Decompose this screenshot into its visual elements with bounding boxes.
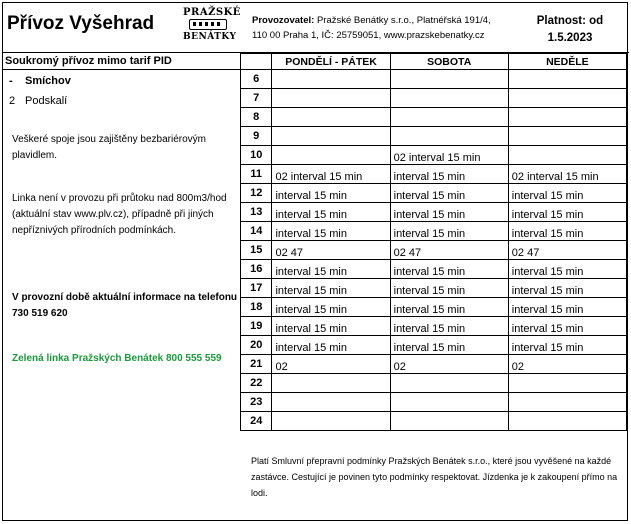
hour-cell: 15 [241,241,272,260]
hour-cell: 14 [241,222,272,241]
table-row [241,89,627,108]
saturday-cell: interval 15 min [390,165,508,184]
sunday-cell: interval 15 min [508,203,626,222]
saturday-cell: interval 15 min [390,336,508,355]
weekday-cell: 02 47 [272,241,390,260]
weekday-cell: interval 15 min [272,203,390,222]
saturday-cell: interval 15 min [390,317,508,336]
table-row [241,146,627,165]
saturday-cell [390,108,508,127]
sunday-cell [508,146,626,165]
table-row [241,298,627,317]
sunday-cell: interval 15 min [508,260,626,279]
weekday-cell: interval 15 min [272,222,390,241]
stop-item [9,75,71,87]
stop-name: Smíchov [25,75,71,87]
stop-name: Podskalí [25,95,68,107]
table-row [241,222,627,241]
table-row [241,412,627,431]
hour-cell: 9 [241,127,272,146]
hour-cell: 10 [241,146,272,165]
sunday-cell [508,70,626,89]
table-row [241,260,627,279]
sunday-cell [508,412,626,431]
logo-line1: PRAŽSKÉ [183,7,241,18]
saturday-cell [390,127,508,146]
validity-label: Platnost: od [536,15,604,27]
table-row [241,184,627,203]
operator-label: Provozovatel: [252,15,315,26]
weekday-cell [272,393,390,412]
saturday-cell: interval 15 min [390,298,508,317]
saturday-cell [390,89,508,108]
table-row [241,374,627,393]
weekday-cell: interval 15 min [272,317,390,336]
hour-cell: 16 [241,260,272,279]
weekday-cell [272,127,390,146]
hour-cell: 8 [241,108,272,127]
operator-info [252,13,522,43]
hour-cell: 6 [241,70,272,89]
saturday-cell: interval 15 min [390,203,508,222]
weekday-cell [272,374,390,393]
stop-number: 2 [9,95,16,107]
timetable-sheet [2,2,628,521]
column-header-weekday: PONDĚLÍ - PÁTEK [272,54,390,70]
sunday-cell: interval 15 min [508,222,626,241]
saturday-cell: interval 15 min [390,279,508,298]
info-panel [3,53,240,443]
saturday-cell: 02 interval 15 min [390,146,508,165]
weekday-cell [272,146,390,165]
weekday-cell [272,89,390,108]
weekday-cell [272,412,390,431]
hour-cell: 22 [241,374,272,393]
saturday-cell: interval 15 min [390,184,508,203]
saturday-cell [390,374,508,393]
accessibility-note: Veškeré spoje jsou zajištěny bezbariérovým plavidlem. [12,134,206,161]
table-header-row [241,54,627,70]
stop-number: - [9,75,13,87]
hour-cell: 12 [241,184,272,203]
saturday-cell: interval 15 min [390,260,508,279]
stop-item [9,95,67,107]
header [3,3,629,53]
sunday-cell [508,127,626,146]
hour-cell: 21 [241,355,272,374]
logo-line2: BENÁTKY [183,32,237,42]
hour-cell: 13 [241,203,272,222]
table-row [241,355,627,374]
sunday-cell [508,393,626,412]
hour-cell: 19 [241,317,272,336]
table-row [241,108,627,127]
sunday-cell: interval 15 min [508,279,626,298]
saturday-cell [390,70,508,89]
company-logo [183,7,241,47]
departures-table [240,53,627,431]
table-row [241,127,627,146]
green-line-note: Zelená linka Pražských Benátek 800 555 559 [12,353,222,364]
weekday-cell [272,70,390,89]
operator-line2: 110 00 Praha 1, IČ: 25759051, www.prazskebenatky.cz [252,30,485,41]
hour-cell: 11 [241,165,272,184]
table-row [241,393,627,412]
weekday-cell: 02 [272,355,390,374]
operator-line1: Pražské Benátky s.r.o., Platnéřská 191/4, [316,15,491,26]
sunday-cell [508,374,626,393]
weekday-cell: interval 15 min [272,298,390,317]
tram-icon [189,19,227,30]
divider [3,69,240,70]
table-row [241,70,627,89]
saturday-cell: 02 47 [390,241,508,260]
table-row [241,279,627,298]
validity [513,13,627,47]
saturday-cell: interval 15 min [390,222,508,241]
phone-note: V provozní době aktuální informace na telefonu 730 519 620 [12,292,238,319]
sunday-cell [508,108,626,127]
sunday-cell: interval 15 min [508,317,626,336]
hour-cell: 7 [241,89,272,108]
table-row [241,241,627,260]
column-header-saturday: SOBOTA [390,54,508,70]
weekday-cell: interval 15 min [272,184,390,203]
hour-cell: 24 [241,412,272,431]
sunday-cell: interval 15 min [508,336,626,355]
table-row [241,203,627,222]
page-title: Přívoz Vyšehrad [7,13,155,34]
weekday-cell: 02 interval 15 min [272,165,390,184]
saturday-cell: 02 [390,355,508,374]
weekday-cell: interval 15 min [272,260,390,279]
column-header-sunday: NEDĚLE [508,54,626,70]
validity-date: 1.5.2023 [547,32,593,44]
subtitle: Soukromý přívoz mimo tarif PID [5,55,172,67]
footer-note: Platí Smluvní přepravní podmínky Pražských Benátek s.r.o., které jsou vyvěšené na každé zastávce. Cestující je povinen tyto podmínky respektovat. Jízdenka je k zakoupení přímo na lodi. [251,456,618,498]
table-row [241,165,627,184]
table-row [241,336,627,355]
hour-header [241,54,272,70]
weekday-cell [272,108,390,127]
sunday-cell: interval 15 min [508,298,626,317]
weekday-cell: interval 15 min [272,336,390,355]
saturday-cell [390,393,508,412]
hour-cell: 20 [241,336,272,355]
sunday-cell [508,89,626,108]
weekday-cell: interval 15 min [272,279,390,298]
hour-cell: 18 [241,298,272,317]
table-row [241,317,627,336]
hour-cell: 23 [241,393,272,412]
operation-note: Linka není v provozu při průtoku nad 800m3/hod (aktuální stav www.plv.cz), případně při jiných nepříznivých přírodních podmínkách. [12,193,227,236]
sunday-cell: 02 47 [508,241,626,260]
sunday-cell: interval 15 min [508,184,626,203]
sunday-cell: 02 [508,355,626,374]
sunday-cell: 02 interval 15 min [508,165,626,184]
saturday-cell [390,412,508,431]
hour-cell: 17 [241,279,272,298]
